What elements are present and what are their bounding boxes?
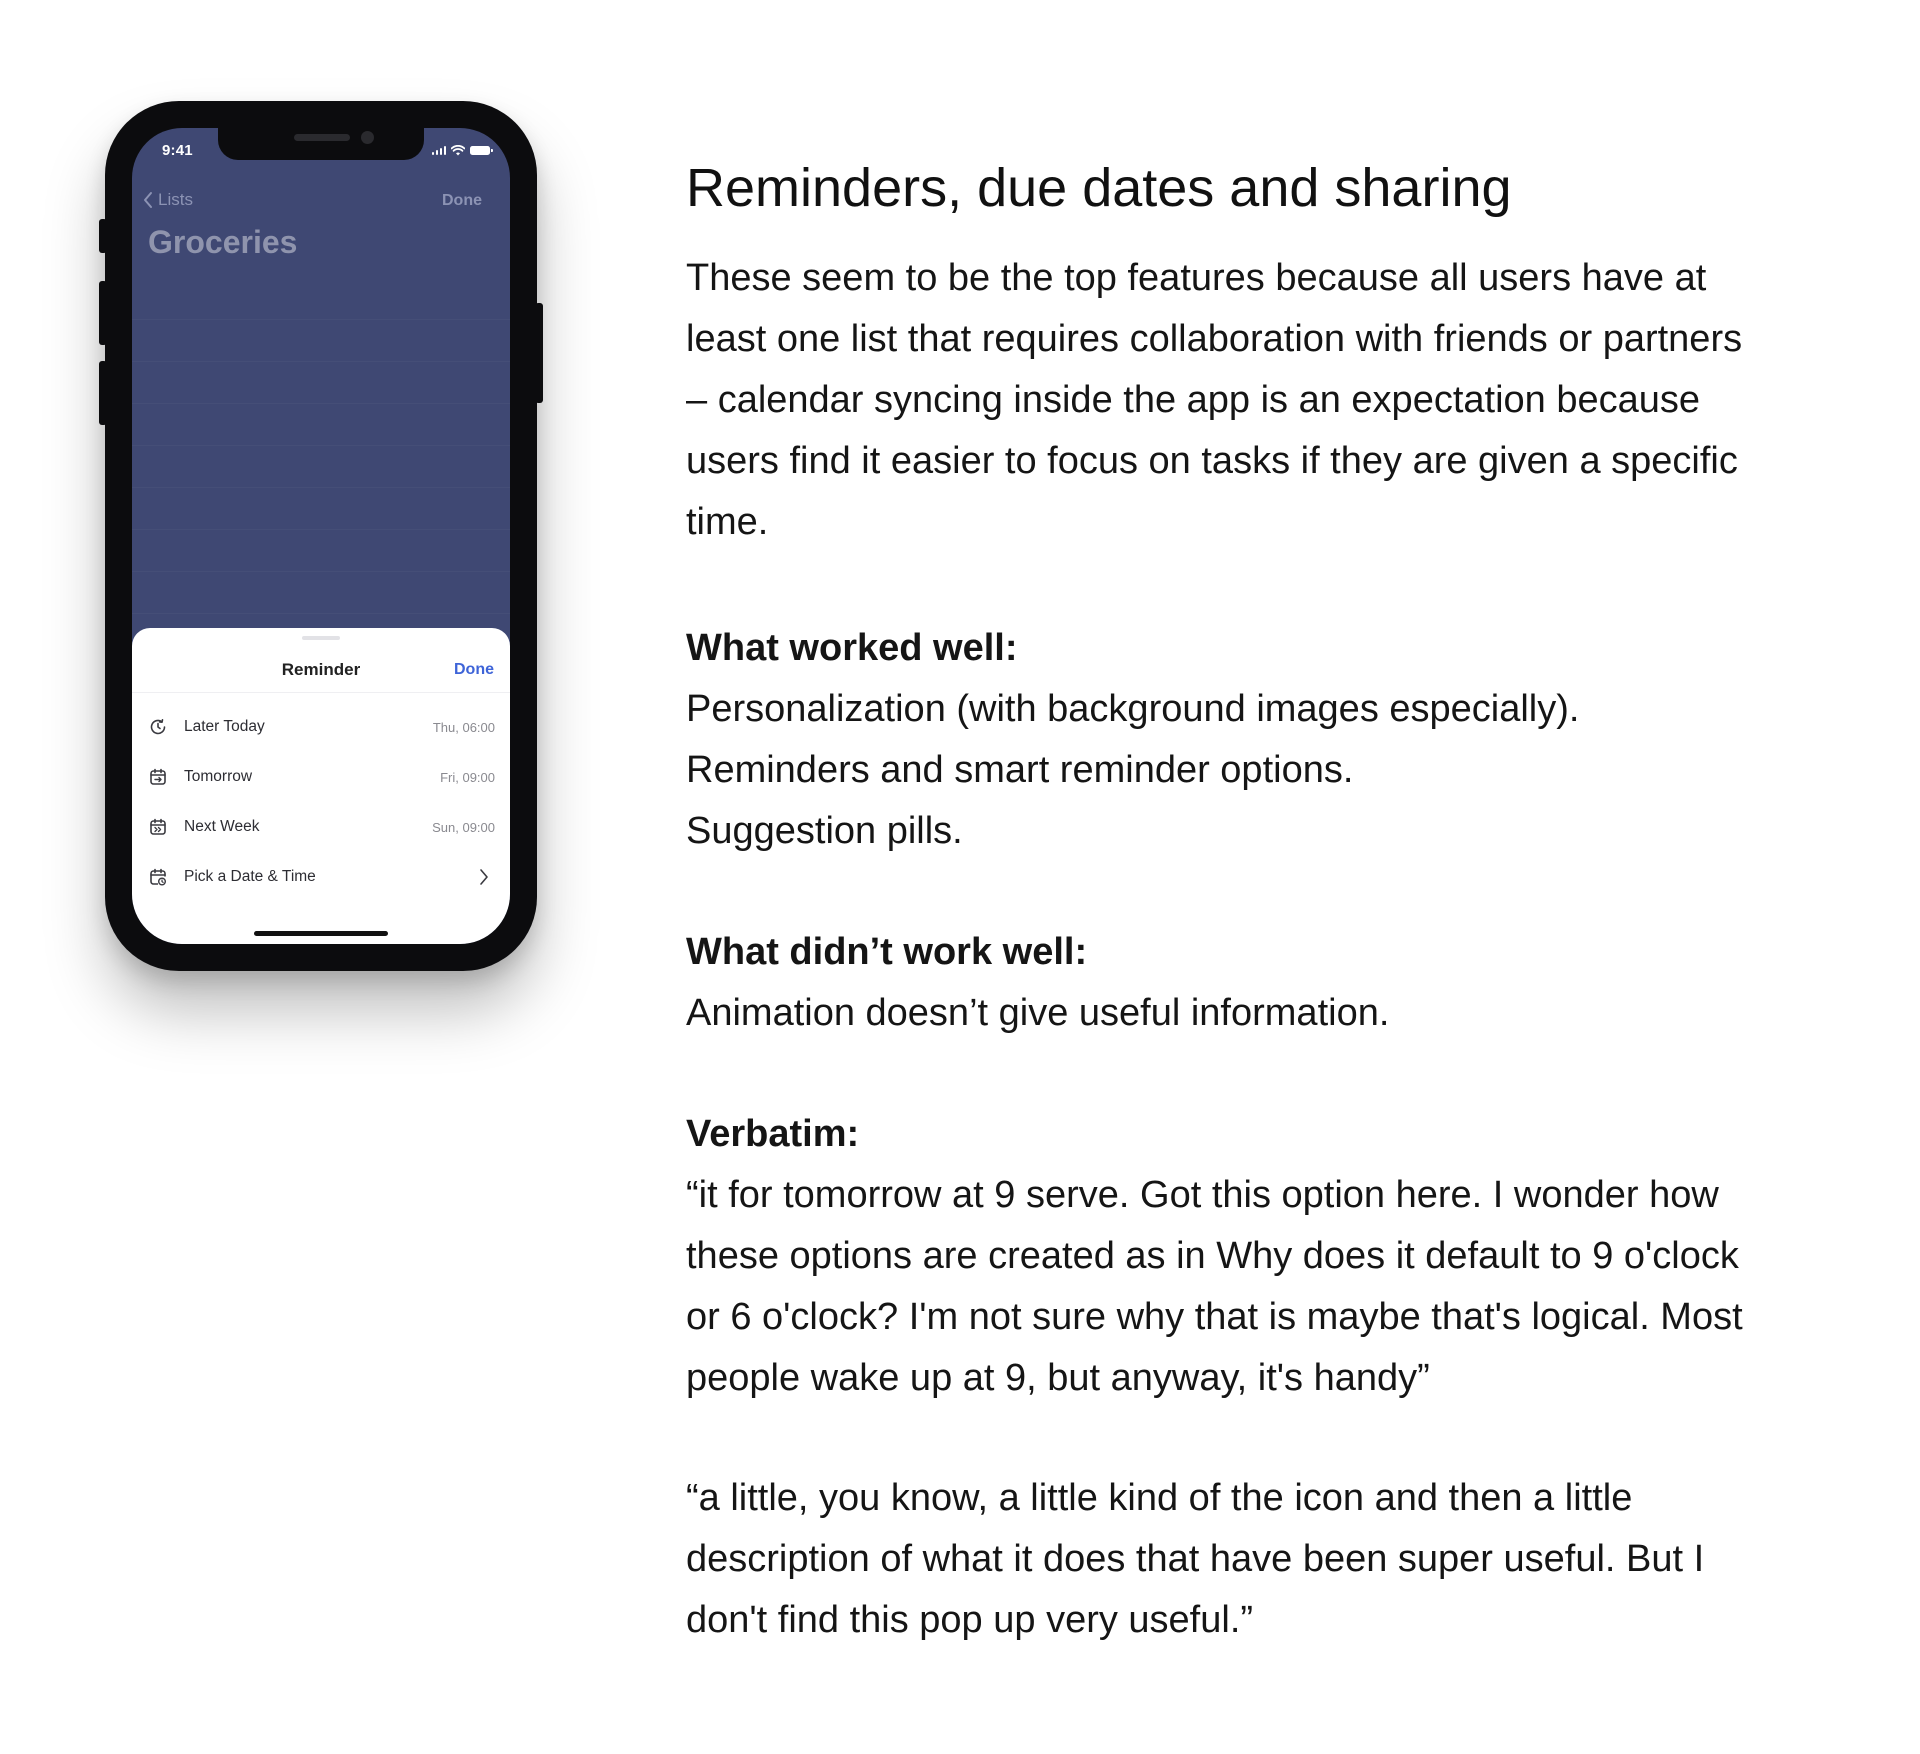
battery-icon <box>470 146 490 155</box>
list-background-lines <box>132 278 510 614</box>
power-button <box>535 303 543 403</box>
silent-switch <box>99 219 107 253</box>
calendar-next-icon <box>148 817 168 837</box>
intro-line: time. <box>686 501 769 543</box>
clock-icon <box>148 717 168 737</box>
sheet-title: Reminder <box>281 660 361 679</box>
back-button[interactable] <box>142 190 193 210</box>
front-camera <box>361 131 374 144</box>
intro-line: users find it easier to focus on tasks if they are given a specific <box>686 440 1738 482</box>
reminder-sheet <box>132 628 510 944</box>
section-heading: What worked well: <box>686 627 1018 669</box>
didnt-work-section <box>686 922 1856 1044</box>
nav-done-button[interactable]: Done <box>442 192 482 209</box>
chevron-left-icon <box>142 191 154 209</box>
phone-mockup <box>105 101 537 971</box>
option-value: Fri, 09:00 <box>440 769 495 785</box>
notch <box>218 128 424 160</box>
intro-line: These seem to be the top features because all users have at <box>686 257 1707 299</box>
option-value: Thu, 06:00 <box>432 719 495 735</box>
quote-line: people wake up at 9, but anyway, it's handy” <box>686 1357 1430 1399</box>
worked-well-item: Reminders and smart reminder options. <box>686 749 1354 791</box>
back-button-label: Lists <box>158 190 193 209</box>
option-tomorrow[interactable] <box>132 752 510 802</box>
option-label: Next Week <box>184 818 260 835</box>
calendar-arrow-icon <box>148 767 168 787</box>
quote-line: “it for tomorrow at 9 serve. Got this option here. I wonder how <box>686 1174 1719 1216</box>
volume-up-button <box>99 281 107 345</box>
quote-line: “a little, you know, a little kind of the icon and then a little <box>686 1477 1633 1519</box>
calendar-clock-icon <box>148 867 168 887</box>
divider <box>132 692 510 693</box>
option-label: Later Today <box>184 718 265 735</box>
worked-well-item: Personalization (with background images especially). <box>686 688 1580 730</box>
quote-line: or 6 o'clock? I'm not sure why that is maybe that's logical. Most <box>686 1296 1743 1338</box>
cellular-signal-icon <box>432 145 447 155</box>
sheet-grabber[interactable] <box>302 636 340 640</box>
volume-down-button <box>99 361 107 425</box>
section-heading: What didn’t work well: <box>686 931 1088 973</box>
chevron-right-icon <box>478 867 490 887</box>
wifi-icon <box>451 145 465 156</box>
list-title: Groceries <box>148 224 298 260</box>
intro-line: – calendar syncing inside the app is an expectation because <box>686 379 1701 421</box>
option-pick-date-time[interactable] <box>132 852 510 902</box>
home-indicator <box>254 931 388 936</box>
verbatim-section <box>686 1104 1856 1409</box>
quote-line: these options are created as in Why does it default to 9 o'clock <box>686 1235 1739 1277</box>
intro-line: least one list that requires collaboration with friends or partners <box>686 318 1743 360</box>
quote-line: don't find this pop up very useful.” <box>686 1599 1254 1641</box>
status-icons <box>432 144 491 156</box>
phone-screen <box>132 128 510 944</box>
worked-well-section <box>686 618 1856 862</box>
worked-well-item: Suggestion pills. <box>686 810 963 852</box>
option-later-today[interactable] <box>132 702 510 752</box>
option-label: Tomorrow <box>184 768 253 785</box>
speaker-grille <box>294 134 350 141</box>
option-label: Pick a Date & Time <box>184 868 316 885</box>
page-title: Reminders, due dates and sharing <box>686 158 1512 219</box>
section-heading: Verbatim: <box>686 1113 860 1155</box>
status-time: 9:41 <box>162 142 193 159</box>
didnt-work-item: Animation doesn’t give useful information. <box>686 992 1390 1034</box>
sheet-done-button[interactable]: Done <box>454 661 494 678</box>
option-next-week[interactable] <box>132 802 510 852</box>
verbatim-quote-2 <box>686 1468 1856 1651</box>
option-value: Sun, 09:00 <box>432 819 495 835</box>
intro-paragraph <box>686 248 1856 553</box>
quote-line: description of what it does that have been super useful. But I <box>686 1538 1705 1580</box>
